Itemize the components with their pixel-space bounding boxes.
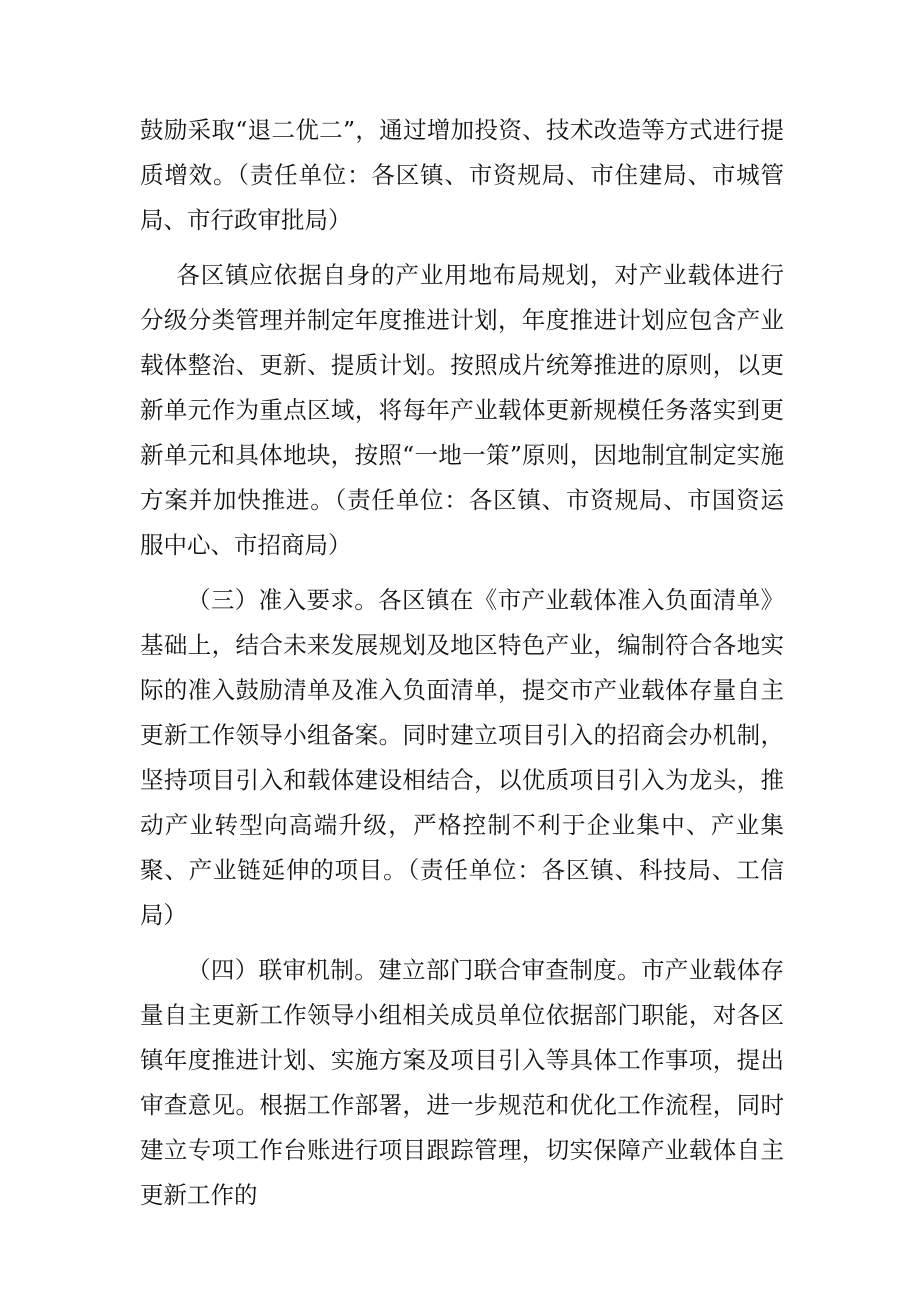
document-body	[140, 108, 784, 1228]
paragraph-1: 鼓励采取“退二优二”，通过增加投资、技术改造等方式进行提质增效。（责任单位：各区镇、市资规局、市住建局、市城管局、市行政审批局）	[140, 116, 784, 234]
paragraph-2: 各区镇应依据自身的产业用地布局规划，对产业载体进行分级分类管理并制定年度推进计划，年度推进计划应包含产业载体整治、更新、提质计划。按照成片统筹推进的原则，以更新单元作为重点区域，将每年产业载体更新规模任务落实到更新单元和具体地块，按照“一地一策”原则，因地制宜制定实施方案并加快推进。（责任单位：各区镇、市资规局、市国资运服中心、市招商局）	[140, 261, 784, 559]
paragraph-3: （三）准入要求。各区镇在《市产业载体准入负面清单》基础上，结合未来发展规划及地区特色产业，编制符合各地实际的准入鼓励清单及准入负面清单，提交市产业载体存量自主更新工作领导小组备案。同时建立项目引入的招商会办机制，坚持项目引入和载体建设相结合，以优质项目引入为龙头，推动产业转型向高端升级，严格控制不利于企业集中、产业集聚、产业链延伸的项目。（责任单位：各区镇、科技局、工信局）	[140, 586, 784, 929]
paragraph-4: （四）联审机制。建立部门联合审查制度。市产业载体存量自主更新工作领导小组相关成员单位依据部门职能，对各区镇年度推进计划、实施方案及项目引入等具体工作事项，提出审查意见。根据工作部署，进一步规范和优化工作流程，同时建立专项工作台账进行项目跟踪管理，切实保障产业载体自主更新工作的	[140, 956, 784, 1209]
